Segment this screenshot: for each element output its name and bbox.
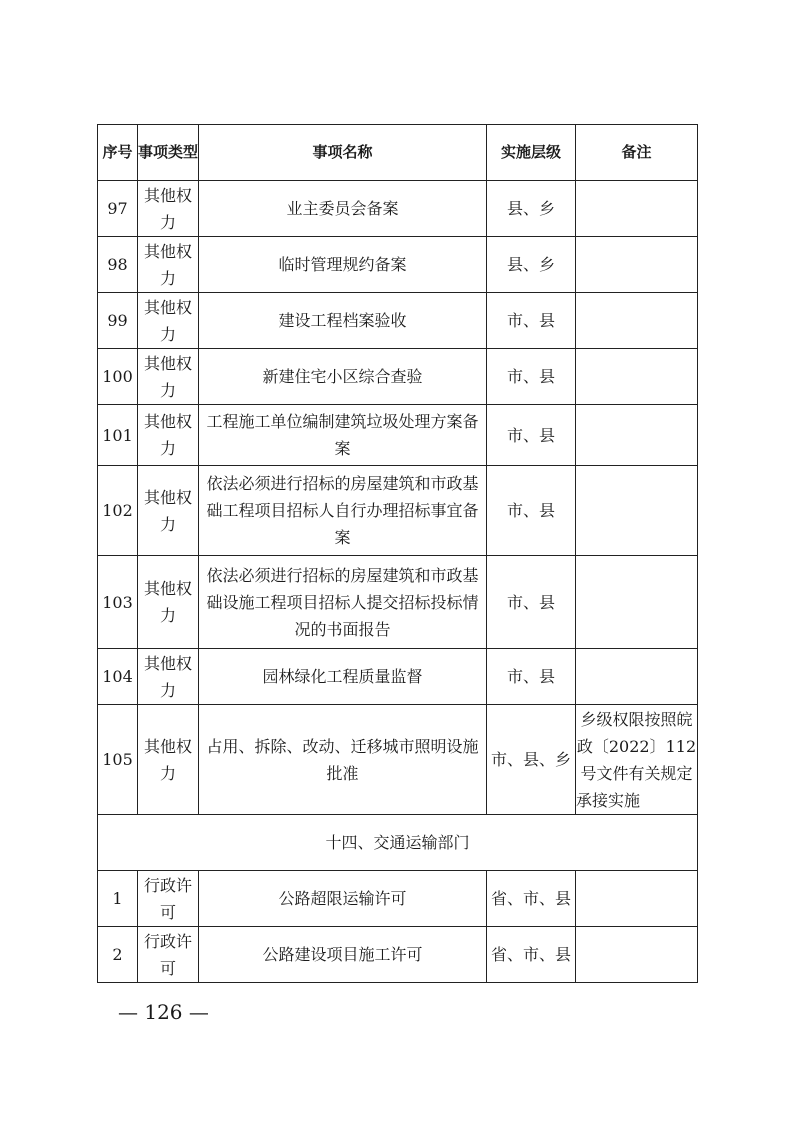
row-note <box>576 649 698 705</box>
table-row <box>98 466 698 556</box>
row-no: 104 <box>98 649 138 705</box>
row-level: 市、县 <box>487 349 576 405</box>
page-number: — 126 — <box>118 1000 209 1024</box>
row-name: 建设工程档案验收 <box>199 293 487 349</box>
row-note <box>576 237 698 293</box>
table-row <box>98 405 698 466</box>
row-level: 县、乡 <box>487 237 576 293</box>
row-no: 2 <box>98 927 138 983</box>
row-note <box>576 927 698 983</box>
table-row <box>98 237 698 293</box>
header-note: 备注 <box>576 125 698 181</box>
row-note <box>576 466 698 556</box>
table-row <box>98 871 698 927</box>
header-name: 事项名称 <box>199 125 487 181</box>
row-type: 行政许可 <box>138 871 199 927</box>
row-name: 公路超限运输许可 <box>199 871 487 927</box>
header-type: 事项类型 <box>138 125 199 181</box>
row-no: 97 <box>98 181 138 237</box>
row-type: 其他权力 <box>138 466 199 556</box>
items-table <box>97 124 698 983</box>
table-header-row <box>98 125 698 181</box>
header-level: 实施层级 <box>487 125 576 181</box>
row-no: 1 <box>98 871 138 927</box>
table-row <box>98 349 698 405</box>
row-type: 其他权力 <box>138 237 199 293</box>
row-name: 园林绿化工程质量监督 <box>199 649 487 705</box>
table-row <box>98 293 698 349</box>
row-note <box>576 349 698 405</box>
row-type: 其他权力 <box>138 349 199 405</box>
row-type: 其他权力 <box>138 649 199 705</box>
row-type: 其他权力 <box>138 405 199 466</box>
row-type: 其他权力 <box>138 181 199 237</box>
row-no: 100 <box>98 349 138 405</box>
row-no: 101 <box>98 405 138 466</box>
row-name: 占用、拆除、改动、迁移城市照明设施批准 <box>199 705 487 815</box>
row-note <box>576 871 698 927</box>
row-name: 依法必须进行招标的房屋建筑和市政基础工程项目招标人自行办理招标事宜备案 <box>199 466 487 556</box>
section-title: 十四、交通运输部门 <box>98 815 698 871</box>
row-level: 市、县 <box>487 649 576 705</box>
row-type: 其他权力 <box>138 705 199 815</box>
row-level: 市、县、乡 <box>487 705 576 815</box>
row-type: 其他权力 <box>138 293 199 349</box>
row-no: 103 <box>98 556 138 649</box>
row-name: 临时管理规约备案 <box>199 237 487 293</box>
row-level: 市、县 <box>487 556 576 649</box>
row-level: 市、县 <box>487 405 576 466</box>
row-no: 98 <box>98 237 138 293</box>
section-row <box>98 815 698 871</box>
row-name: 工程施工单位编制建筑垃圾处理方案备案 <box>199 405 487 466</box>
row-level: 省、市、县 <box>487 927 576 983</box>
table-row <box>98 649 698 705</box>
row-name: 新建住宅小区综合查验 <box>199 349 487 405</box>
row-note: 乡级权限按照皖政〔2022〕112号文件有关规定承接实施 <box>576 705 698 815</box>
row-level: 市、县 <box>487 466 576 556</box>
row-note <box>576 556 698 649</box>
table-row <box>98 705 698 815</box>
row-name: 依法必须进行招标的房屋建筑和市政基础设施工程项目招标人提交招标投标情况的书面报告 <box>199 556 487 649</box>
row-name: 公路建设项目施工许可 <box>199 927 487 983</box>
row-level: 县、乡 <box>487 181 576 237</box>
row-no: 102 <box>98 466 138 556</box>
row-no: 99 <box>98 293 138 349</box>
row-type: 行政许可 <box>138 927 199 983</box>
row-name: 业主委员会备案 <box>199 181 487 237</box>
row-note <box>576 181 698 237</box>
header-no: 序号 <box>98 125 138 181</box>
table-row <box>98 556 698 649</box>
table-row <box>98 181 698 237</box>
table-row <box>98 927 698 983</box>
row-no: 105 <box>98 705 138 815</box>
row-note <box>576 293 698 349</box>
row-level: 省、市、县 <box>487 871 576 927</box>
row-type: 其他权力 <box>138 556 199 649</box>
row-level: 市、县 <box>487 293 576 349</box>
row-note <box>576 405 698 466</box>
